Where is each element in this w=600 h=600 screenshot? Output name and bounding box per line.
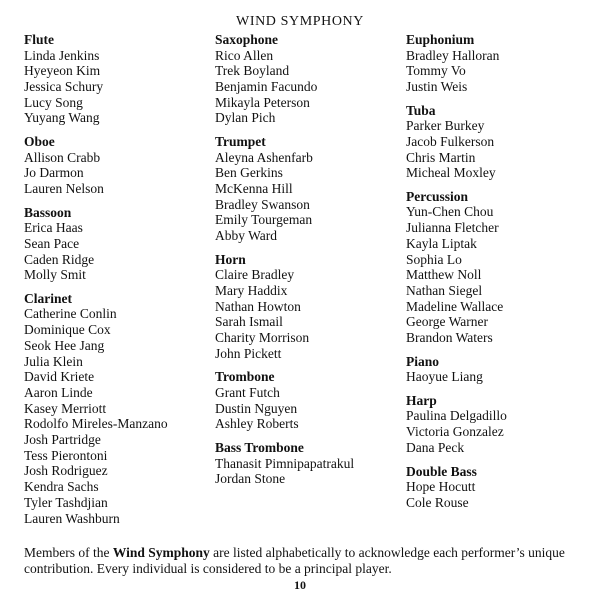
page-number: 10 (294, 578, 306, 592)
section-heading: Harp (406, 392, 437, 408)
instrument-section (406, 103, 596, 181)
member-name: Jo Darmon (24, 165, 84, 181)
member-name: Lucy Song (24, 94, 83, 110)
member-name: Tyler Tashdjian (24, 494, 108, 510)
member-name: Claire Bradley (215, 267, 295, 283)
instrument-section (215, 134, 405, 244)
instrument-section (24, 291, 214, 526)
footnote-text-end: are listed alphabetically to acknowledge each performer’s unique contribution. Every individual is considered to be a principal player. (24, 545, 565, 576)
member-name: Emily Tourgeman (215, 212, 313, 228)
instrument-section (215, 252, 405, 362)
member-name: Paulina Delgadillo (406, 408, 507, 424)
footnote-text-start: Members of the (24, 545, 113, 560)
instrument-section (406, 32, 596, 95)
member-name: Yun-Chen Chou (406, 204, 494, 220)
member-name: Nathan Siegel (406, 282, 483, 298)
member-name: Dana Peck (406, 439, 465, 455)
section-heading: Percussion (406, 188, 469, 204)
member-name: George Warner (406, 314, 489, 330)
member-name: Parker Burkey (406, 118, 485, 134)
section-heading: Flute (24, 32, 54, 47)
member-name: Jordan Stone (215, 471, 286, 487)
member-name: Benjamin Facundo (215, 78, 318, 94)
member-name: Lauren Washburn (24, 510, 120, 526)
member-name: Victoria Gonzalez (406, 424, 504, 440)
member-name: Nathan Howton (215, 298, 301, 314)
member-name: Dominique Cox (24, 322, 111, 338)
member-name: Tommy Vo (406, 63, 466, 79)
roster-column-2 (215, 32, 405, 495)
instrument-section (215, 440, 405, 487)
member-name: Jacob Fulkerson (406, 133, 495, 149)
member-name: John Pickett (215, 345, 282, 361)
member-name: Julia Klein (24, 353, 83, 369)
section-heading: Piano (406, 353, 440, 369)
section-heading: Trombone (215, 369, 275, 385)
member-name: Justin Weis (406, 78, 468, 94)
footnote-emphasis: Wind Symphony (112, 545, 210, 560)
instrument-section (406, 464, 596, 511)
member-name: David Kriete (24, 369, 95, 385)
member-name: Ben Gerkins (215, 165, 283, 181)
member-name: Allison Crabb (24, 149, 101, 165)
instrument-section (406, 354, 596, 385)
member-name: Aleyna Ashenfarb (215, 149, 313, 165)
member-name: Seok Hee Jang (24, 337, 105, 353)
member-name: Ashley Roberts (215, 416, 299, 432)
section-heading: Saxophone (215, 32, 279, 47)
member-name: Aaron Linde (24, 384, 93, 400)
member-name: Kasey Merriott (24, 400, 107, 416)
footnote (24, 545, 584, 577)
member-name: Sean Pace (24, 235, 80, 251)
member-name: Kayla Liptak (406, 235, 477, 251)
member-name: Josh Rodriguez (24, 463, 108, 479)
roster-column-1 (24, 32, 214, 534)
instrument-section (24, 32, 214, 126)
member-name: Haoyue Liang (406, 369, 483, 385)
member-name: Hope Hocutt (406, 479, 476, 495)
member-name: Hyeyeon Kim (24, 63, 101, 79)
member-name: Thanasit Pimnipapatrakul (215, 455, 355, 471)
member-name: Josh Partridge (24, 432, 101, 448)
member-name: Kendra Sachs (24, 479, 99, 495)
member-name: Molly Smit (24, 267, 86, 283)
member-name: Charity Morrison (215, 330, 310, 346)
member-name: Bradley Halloran (406, 47, 500, 63)
member-name: Matthew Noll (406, 267, 482, 283)
member-name: Bradley Swanson (215, 196, 310, 212)
member-name: Madeline Wallace (406, 298, 504, 314)
instrument-section (406, 189, 596, 346)
section-heading: Oboe (24, 134, 55, 150)
member-name: Tess Pierontoni (24, 447, 108, 463)
member-name: Julianna Fletcher (406, 220, 499, 236)
section-heading: Double Bass (406, 463, 477, 479)
member-name: Yuyang Wang (24, 110, 100, 126)
member-name: Catherine Conlin (24, 306, 117, 322)
member-name: Micheal Moxley (406, 165, 496, 181)
member-name: Sophia Lo (406, 251, 462, 267)
section-heading: Bassoon (24, 204, 72, 220)
member-name: Abby Ward (215, 228, 278, 244)
member-name: Grant Futch (215, 384, 280, 400)
member-name: Linda Jenkins (24, 47, 100, 63)
member-name: Mary Haddix (215, 282, 288, 298)
member-name: Dustin Nguyen (215, 400, 298, 416)
member-name: Erica Haas (24, 220, 83, 236)
member-name: Lauren Nelson (24, 180, 104, 196)
member-name: Chris Martin (406, 149, 476, 165)
member-name: Sarah Ismail (215, 314, 283, 330)
member-name: Rico Allen (215, 47, 274, 63)
member-name: Brandon Waters (406, 330, 493, 346)
roster-column-3 (406, 32, 596, 518)
section-heading: Clarinet (24, 290, 72, 306)
section-heading: Tuba (406, 102, 436, 118)
section-heading: Euphonium (406, 32, 475, 47)
member-name: Caden Ridge (24, 251, 95, 267)
member-name: McKenna Hill (215, 180, 293, 196)
page-title: WIND SYMPHONY (236, 14, 364, 29)
section-heading: Bass Trombone (215, 440, 304, 456)
instrument-section (24, 205, 214, 283)
member-name: Cole Rouse (406, 494, 469, 510)
member-name: Mikayla Peterson (215, 94, 310, 110)
member-name: Jessica Schury (24, 78, 104, 94)
section-heading: Trumpet (215, 134, 266, 150)
instrument-section (215, 369, 405, 432)
section-heading: Horn (215, 251, 246, 267)
member-name: Trek Boyland (215, 63, 290, 79)
member-name: Rodolfo Mireles-Manzano (24, 416, 168, 432)
instrument-section (406, 393, 596, 456)
member-name: Dylan Pich (215, 110, 276, 126)
instrument-section (24, 134, 214, 197)
instrument-section (215, 32, 405, 126)
